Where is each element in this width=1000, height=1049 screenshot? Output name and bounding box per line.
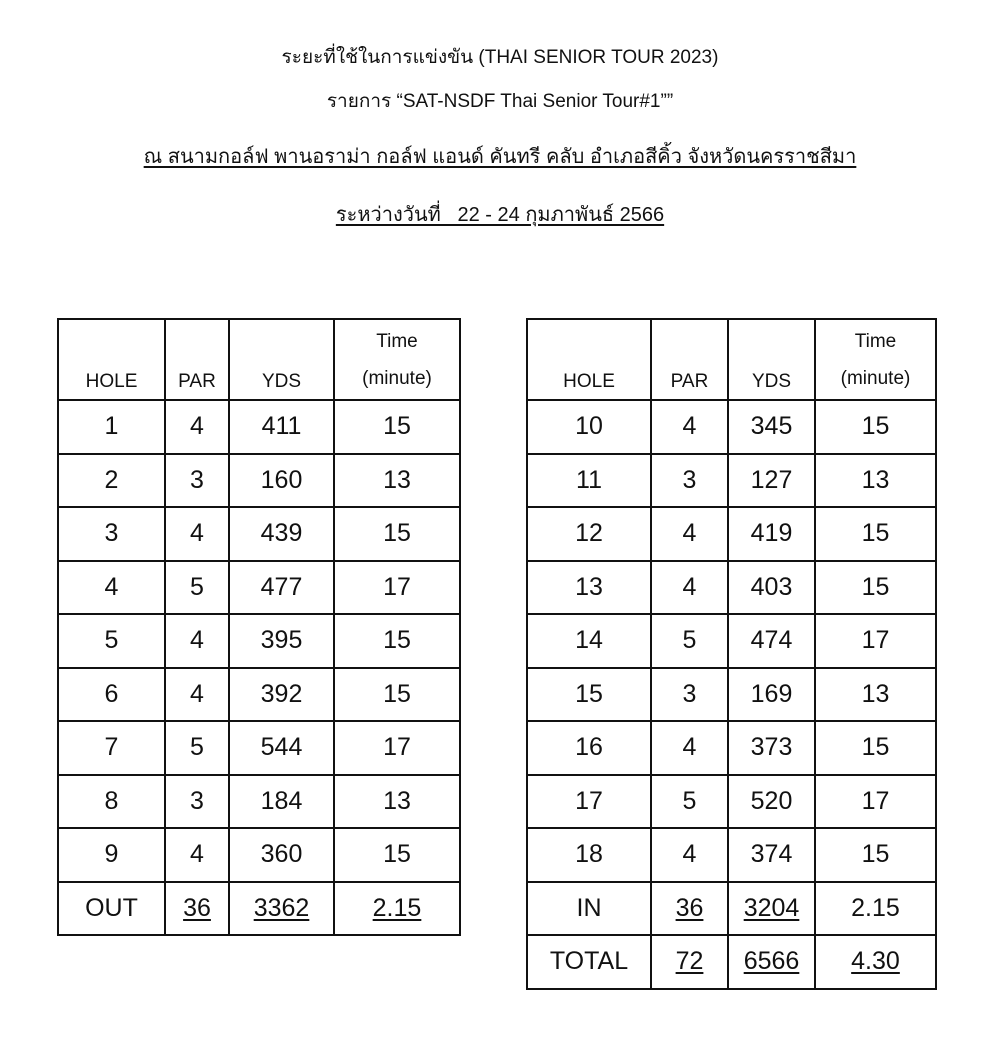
cell-time: 13 [334, 775, 460, 829]
col-hole: HOLE [58, 319, 165, 400]
cell-par: 4 [651, 561, 728, 615]
title-text: ระยะที่ใช้ในการแข่งขัน (THAI SENIOR TOUR 2023) [281, 47, 719, 68]
cell-hole: 13 [527, 561, 651, 615]
col-time-line1: Time [376, 330, 418, 352]
cell-summary-time: 2.15 [334, 882, 460, 936]
cell-hole: 10 [527, 400, 651, 454]
cell-time: 15 [815, 400, 936, 454]
col-yds: YDS [229, 319, 334, 400]
cell-yds: 419 [728, 507, 815, 561]
cell-time: 13 [815, 454, 936, 508]
cell-summary-label: IN [527, 882, 651, 936]
cell-par: 5 [651, 614, 728, 668]
cell-total-label: TOTAL [527, 935, 651, 989]
cell-par: 4 [165, 828, 229, 882]
cell-hole: 4 [58, 561, 165, 615]
venue-text: ณ สนามกอล์ฟ พานอราม่า กอล์ฟ แอนด์ คันทรี คลับ อำเภอสีคิ้ว จังหวัดนครราชสีมา [143, 146, 857, 168]
cell-summary-par: 36 [165, 882, 229, 936]
col-yds: YDS [728, 319, 815, 400]
cell-par: 5 [165, 561, 229, 615]
cell-time: 15 [334, 828, 460, 882]
cell-yds: 544 [229, 721, 334, 775]
table-row [58, 721, 460, 775]
cell-summary-time: 2.15 [815, 882, 936, 936]
cell-summary-yds: 3362 [229, 882, 334, 936]
cell-hole: 12 [527, 507, 651, 561]
table-row [58, 454, 460, 508]
cell-summary-label: OUT [58, 882, 165, 936]
table-row [58, 775, 460, 829]
cell-time: 15 [334, 614, 460, 668]
cell-hole: 14 [527, 614, 651, 668]
cell-yds: 345 [728, 400, 815, 454]
cell-time: 15 [815, 828, 936, 882]
cell-hole: 11 [527, 454, 651, 508]
table-row [58, 614, 460, 668]
out-summary-row [58, 882, 460, 936]
col-par: PAR [651, 319, 728, 400]
cell-hole: 17 [527, 775, 651, 829]
table-row [527, 400, 936, 454]
cell-summary-yds: 3204 [728, 882, 815, 936]
cell-time: 17 [815, 775, 936, 829]
col-time [334, 319, 460, 400]
cell-par: 4 [651, 400, 728, 454]
table-row [527, 614, 936, 668]
dates-text: ระหว่างวันที่ 22 - 24 กุมภาพันธ์ 2566 [335, 204, 665, 226]
col-hole: HOLE [527, 319, 651, 400]
cell-par: 3 [165, 454, 229, 508]
cell-yds: 477 [229, 561, 334, 615]
col-par: PAR [165, 319, 229, 400]
table-row [527, 828, 936, 882]
table-row [58, 668, 460, 722]
cell-yds: 184 [229, 775, 334, 829]
cell-hole: 8 [58, 775, 165, 829]
cell-yds: 360 [229, 828, 334, 882]
cell-hole: 1 [58, 400, 165, 454]
cell-time: 13 [334, 454, 460, 508]
table-row [527, 507, 936, 561]
table-row [527, 668, 936, 722]
cell-total-time: 4.30 [815, 935, 936, 989]
table-header-row [527, 319, 936, 400]
cell-yds: 395 [229, 614, 334, 668]
table-row [527, 454, 936, 508]
table-row [58, 828, 460, 882]
cell-yds: 439 [229, 507, 334, 561]
col-time-line1: Time [854, 330, 897, 352]
cell-par: 5 [165, 721, 229, 775]
cell-time: 15 [815, 721, 936, 775]
cell-yds: 411 [229, 400, 334, 454]
cell-yds: 520 [728, 775, 815, 829]
cell-hole: 16 [527, 721, 651, 775]
cell-hole: 5 [58, 614, 165, 668]
cell-hole: 15 [527, 668, 651, 722]
back-nine-table [526, 318, 937, 990]
table-row [527, 721, 936, 775]
date-line [0, 198, 1000, 230]
cell-yds: 160 [229, 454, 334, 508]
cell-par: 4 [165, 400, 229, 454]
cell-hole: 18 [527, 828, 651, 882]
cell-yds: 373 [728, 721, 815, 775]
cell-par: 3 [165, 775, 229, 829]
cell-par: 4 [651, 828, 728, 882]
cell-total-yds: 6566 [728, 935, 815, 989]
cell-par: 3 [651, 454, 728, 508]
front-nine-table [57, 318, 461, 936]
cell-time: 13 [815, 668, 936, 722]
cell-par: 4 [165, 507, 229, 561]
table-header-row [58, 319, 460, 400]
table-row [58, 507, 460, 561]
cell-time: 15 [334, 507, 460, 561]
col-time-line2: (minute) [840, 367, 911, 389]
cell-summary-par: 36 [651, 882, 728, 936]
cell-hole: 6 [58, 668, 165, 722]
cell-hole: 2 [58, 454, 165, 508]
cell-time: 15 [815, 561, 936, 615]
event-name [0, 86, 1000, 116]
venue-line [0, 140, 1000, 172]
total-row [527, 935, 936, 989]
cell-time: 17 [815, 614, 936, 668]
table-row [527, 561, 936, 615]
cell-time: 15 [334, 400, 460, 454]
cell-yds: 169 [728, 668, 815, 722]
cell-par: 4 [651, 507, 728, 561]
cell-yds: 474 [728, 614, 815, 668]
cell-time: 15 [334, 668, 460, 722]
cell-par: 4 [651, 721, 728, 775]
col-time [815, 319, 936, 400]
cell-par: 4 [165, 668, 229, 722]
cell-par: 5 [651, 775, 728, 829]
table-row [58, 400, 460, 454]
cell-hole: 3 [58, 507, 165, 561]
cell-yds: 403 [728, 561, 815, 615]
cell-total-par: 72 [651, 935, 728, 989]
cell-par: 4 [165, 614, 229, 668]
cell-yds: 374 [728, 828, 815, 882]
cell-par: 3 [651, 668, 728, 722]
cell-hole: 9 [58, 828, 165, 882]
cell-yds: 392 [229, 668, 334, 722]
cell-time: 17 [334, 561, 460, 615]
table-row [527, 775, 936, 829]
cell-yds: 127 [728, 454, 815, 508]
table-row [58, 561, 460, 615]
col-time-line2: (minute) [362, 367, 432, 389]
cell-time: 17 [334, 721, 460, 775]
cell-time: 15 [815, 507, 936, 561]
cell-hole: 7 [58, 721, 165, 775]
in-summary-row [527, 882, 936, 936]
document-title [0, 42, 1000, 72]
event-text: รายการ “SAT-NSDF Thai Senior Tour#1”” [326, 91, 674, 112]
